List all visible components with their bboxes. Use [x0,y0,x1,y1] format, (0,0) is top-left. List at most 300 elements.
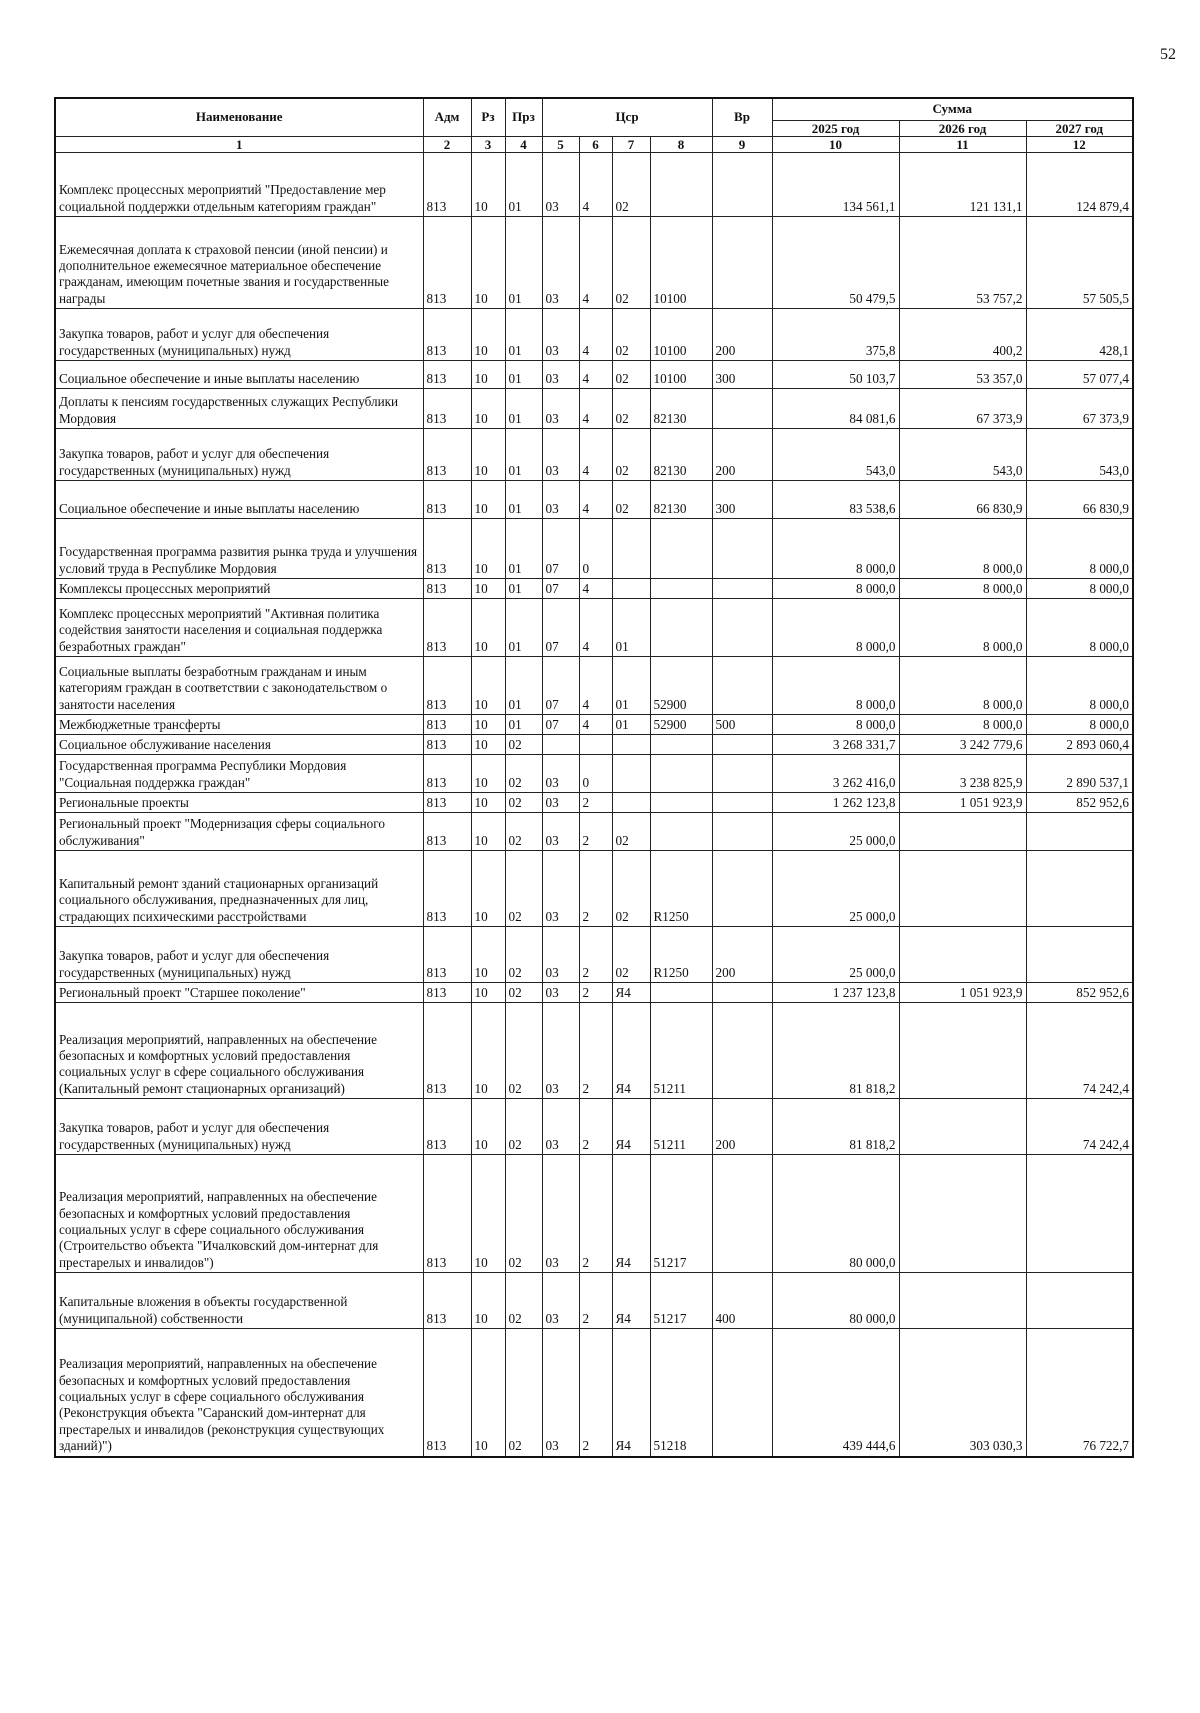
col-header-vr: Вр [712,98,772,137]
row-csr-project-cell: 01 [612,599,650,657]
row-sum-2027-cell: 57 077,4 [1026,361,1133,389]
row-csr-project-cell: Я4 [612,1099,650,1155]
row-rz-cell: 10 [471,715,505,735]
col-header-2026: 2026 год [899,121,1026,137]
row-csr-program-cell: 03 [542,813,579,851]
row-adm-cell: 813 [423,309,471,361]
col-number: 11 [899,137,1026,153]
row-rz-cell: 10 [471,481,505,519]
page-number: 52 [1160,46,1176,63]
col-number: 9 [712,137,772,153]
row-vr-cell [712,389,772,429]
table-row [55,813,1133,851]
row-csr-direction-cell: R1250 [650,927,712,983]
col-header-csr: Цср [542,98,712,137]
row-csr-type-cell: 4 [579,153,612,217]
row-vr-cell [712,599,772,657]
row-csr-project-cell: 02 [612,153,650,217]
row-vr-cell: 200 [712,1099,772,1155]
row-sum-2025-cell: 50 479,5 [772,217,899,309]
row-vr-cell [712,657,772,715]
row-adm-cell: 813 [423,657,471,715]
row-sum-2027-cell: 74 242,4 [1026,1099,1133,1155]
row-prz-cell: 01 [505,217,542,309]
row-csr-program-cell: 03 [542,755,579,793]
row-sum-2026-cell: 121 131,1 [899,153,1026,217]
row-rz-cell: 10 [471,429,505,481]
row-csr-project-cell [612,579,650,599]
table-row [55,1273,1133,1329]
row-sum-2027-cell: 57 505,5 [1026,217,1133,309]
row-vr-cell: 200 [712,429,772,481]
row-csr-type-cell: 4 [579,481,612,519]
row-csr-type-cell: 2 [579,1329,612,1457]
row-csr-program-cell: 03 [542,1329,579,1457]
row-prz-cell: 01 [505,519,542,579]
row-prz-cell: 01 [505,429,542,481]
row-sum-2026-cell: 53 757,2 [899,217,1026,309]
row-rz-cell: 10 [471,813,505,851]
row-sum-2027-cell [1026,927,1133,983]
row-rz-cell: 10 [471,1003,505,1099]
row-csr-direction-cell [650,579,712,599]
row-sum-2027-cell: 8 000,0 [1026,657,1133,715]
row-adm-cell: 813 [423,1155,471,1273]
row-vr-cell [712,579,772,599]
row-sum-2025-cell: 25 000,0 [772,927,899,983]
row-csr-project-cell: Я4 [612,983,650,1003]
row-name-cell: Региональные проекты [55,793,423,813]
row-adm-cell: 813 [423,599,471,657]
row-vr-cell: 400 [712,1273,772,1329]
table-row [55,735,1133,755]
row-csr-program-cell: 07 [542,657,579,715]
row-vr-cell: 300 [712,361,772,389]
row-sum-2027-cell: 8 000,0 [1026,715,1133,735]
row-csr-direction-cell: 51217 [650,1273,712,1329]
row-adm-cell: 813 [423,1003,471,1099]
row-csr-project-cell: 02 [612,389,650,429]
table-row [55,429,1133,481]
row-sum-2026-cell: 66 830,9 [899,481,1026,519]
row-csr-program-cell: 03 [542,927,579,983]
row-name-cell: Ежемесячная доплата к страховой пенсии (иной пенсии) и дополнительное ежемесячное материальное обеспечение гражданам, имеющим почетные звания и государственные награды [55,217,423,309]
row-name-cell: Закупка товаров, работ и услуг для обеспечения государственных (муниципальных) нужд [55,1099,423,1155]
row-sum-2027-cell: 852 952,6 [1026,983,1133,1003]
row-adm-cell: 813 [423,983,471,1003]
row-csr-program-cell: 03 [542,429,579,481]
row-name-cell: Реализация мероприятий, направленных на обеспечение безопасных и комфортных условий предоставления социальных услуг в сфере социального обслуживания (Реконструкция объекта "Саранский дом-интернат для престарелых и инвалидов (реконструкция существующих зданий)") [55,1329,423,1457]
row-csr-program-cell: 03 [542,481,579,519]
row-adm-cell: 813 [423,755,471,793]
row-sum-2027-cell: 8 000,0 [1026,579,1133,599]
row-csr-type-cell: 4 [579,657,612,715]
table-row [55,657,1133,715]
row-adm-cell: 813 [423,389,471,429]
row-vr-cell [712,813,772,851]
row-prz-cell: 02 [505,755,542,793]
row-rz-cell: 10 [471,579,505,599]
row-csr-direction-cell: R1250 [650,851,712,927]
row-prz-cell: 01 [505,309,542,361]
row-rz-cell: 10 [471,851,505,927]
row-rz-cell: 10 [471,153,505,217]
row-vr-cell [712,217,772,309]
row-csr-program-cell: 07 [542,519,579,579]
row-sum-2027-cell: 2 893 060,4 [1026,735,1133,755]
row-prz-cell: 02 [505,1003,542,1099]
row-adm-cell: 813 [423,1329,471,1457]
row-vr-cell [712,983,772,1003]
col-number: 4 [505,137,542,153]
row-rz-cell: 10 [471,309,505,361]
table-row [55,481,1133,519]
row-sum-2026-cell: 8 000,0 [899,519,1026,579]
row-rz-cell: 10 [471,389,505,429]
row-rz-cell: 10 [471,361,505,389]
row-adm-cell: 813 [423,735,471,755]
row-prz-cell: 02 [505,927,542,983]
row-adm-cell: 813 [423,217,471,309]
row-prz-cell: 01 [505,361,542,389]
col-header-rz: Рз [471,98,505,137]
row-prz-cell: 02 [505,793,542,813]
col-header-adm: Адм [423,98,471,137]
row-csr-project-cell: 01 [612,657,650,715]
row-sum-2027-cell: 66 830,9 [1026,481,1133,519]
row-csr-type-cell: 4 [579,361,612,389]
row-csr-project-cell [612,735,650,755]
row-prz-cell: 01 [505,153,542,217]
row-prz-cell: 02 [505,983,542,1003]
row-sum-2026-cell [899,1273,1026,1329]
row-csr-program-cell: 07 [542,599,579,657]
row-csr-direction-cell: 10100 [650,309,712,361]
row-csr-direction-cell: 10100 [650,361,712,389]
row-vr-cell [712,735,772,755]
col-header-name: Наименование [55,98,423,137]
row-sum-2025-cell: 84 081,6 [772,389,899,429]
row-csr-type-cell: 2 [579,793,612,813]
row-csr-direction-cell [650,983,712,1003]
row-csr-project-cell: 02 [612,309,650,361]
row-name-cell: Комплексы процессных мероприятий [55,579,423,599]
row-prz-cell: 02 [505,851,542,927]
row-rz-cell: 10 [471,927,505,983]
row-sum-2026-cell: 543,0 [899,429,1026,481]
row-csr-project-cell: 02 [612,429,650,481]
row-sum-2026-cell: 1 051 923,9 [899,793,1026,813]
row-sum-2026-cell: 1 051 923,9 [899,983,1026,1003]
col-header-sum: Сумма [772,98,1133,121]
row-sum-2027-cell: 8 000,0 [1026,519,1133,579]
row-csr-project-cell: Я4 [612,1329,650,1457]
table-row [55,1003,1133,1099]
row-name-cell: Региональный проект "Модернизация сферы социального обслуживания" [55,813,423,851]
table-row [55,217,1133,309]
row-prz-cell: 01 [505,715,542,735]
row-adm-cell: 813 [423,579,471,599]
table-row [55,1099,1133,1155]
row-sum-2025-cell: 8 000,0 [772,519,899,579]
row-sum-2027-cell: 124 879,4 [1026,153,1133,217]
row-csr-project-cell: 02 [612,813,650,851]
row-sum-2025-cell: 8 000,0 [772,579,899,599]
row-csr-type-cell: 4 [579,389,612,429]
row-name-cell: Комплекс процессных мероприятий "Предоставление мер социальной поддержки отдельным категориям граждан" [55,153,423,217]
col-number: 6 [579,137,612,153]
row-sum-2025-cell: 3 262 416,0 [772,755,899,793]
row-sum-2027-cell [1026,1155,1133,1273]
table-row [55,599,1133,657]
row-csr-type-cell: 2 [579,813,612,851]
row-vr-cell: 200 [712,927,772,983]
row-rz-cell: 10 [471,1273,505,1329]
row-vr-cell [712,851,772,927]
row-csr-direction-cell: 51217 [650,1155,712,1273]
row-rz-cell: 10 [471,983,505,1003]
row-sum-2027-cell: 852 952,6 [1026,793,1133,813]
row-csr-direction-cell [650,153,712,217]
row-rz-cell: 10 [471,1099,505,1155]
row-name-cell: Государственная программа развития рынка труда и улучшения условий труда в Республике Мордовия [55,519,423,579]
row-adm-cell: 813 [423,793,471,813]
row-rz-cell: 10 [471,735,505,755]
row-adm-cell: 813 [423,1273,471,1329]
row-adm-cell: 813 [423,813,471,851]
row-sum-2027-cell: 67 373,9 [1026,389,1133,429]
table-row [55,519,1133,579]
row-adm-cell: 813 [423,715,471,735]
table-row [55,927,1133,983]
col-number: 7 [612,137,650,153]
row-csr-type-cell: 2 [579,851,612,927]
row-sum-2027-cell: 2 890 537,1 [1026,755,1133,793]
row-csr-program-cell: 03 [542,153,579,217]
row-sum-2026-cell: 303 030,3 [899,1329,1026,1457]
row-sum-2026-cell [899,927,1026,983]
row-sum-2026-cell [899,1155,1026,1273]
row-sum-2026-cell: 8 000,0 [899,579,1026,599]
row-vr-cell [712,153,772,217]
row-csr-project-cell [612,793,650,813]
row-sum-2025-cell: 3 268 331,7 [772,735,899,755]
row-sum-2025-cell: 25 000,0 [772,813,899,851]
row-csr-direction-cell: 82130 [650,429,712,481]
row-name-cell: Доплаты к пенсиям государственных служащих Республики Мордовия [55,389,423,429]
row-csr-program-cell: 03 [542,1003,579,1099]
row-sum-2025-cell: 80 000,0 [772,1155,899,1273]
row-sum-2026-cell: 8 000,0 [899,715,1026,735]
row-sum-2027-cell: 74 242,4 [1026,1003,1133,1099]
table-header [55,98,1133,153]
row-csr-program-cell: 03 [542,1155,579,1273]
row-prz-cell: 01 [505,481,542,519]
row-csr-program-cell: 03 [542,309,579,361]
row-adm-cell: 813 [423,519,471,579]
row-name-cell: Закупка товаров, работ и услуг для обеспечения государственных (муниципальных) нужд [55,429,423,481]
row-csr-type-cell: 0 [579,519,612,579]
row-prz-cell: 01 [505,599,542,657]
col-header-prz: Прз [505,98,542,137]
table-row [55,1329,1133,1457]
row-name-cell: Закупка товаров, работ и услуг для обеспечения государственных (муниципальных) нужд [55,309,423,361]
col-number: 8 [650,137,712,153]
row-csr-direction-cell [650,755,712,793]
row-sum-2026-cell: 8 000,0 [899,657,1026,715]
row-sum-2025-cell: 439 444,6 [772,1329,899,1457]
row-csr-project-cell: Я4 [612,1273,650,1329]
row-csr-direction-cell: 52900 [650,657,712,715]
row-rz-cell: 10 [471,1155,505,1273]
row-csr-direction-cell: 51211 [650,1099,712,1155]
row-csr-program-cell: 03 [542,217,579,309]
row-csr-direction-cell: 51211 [650,1003,712,1099]
row-csr-direction-cell [650,599,712,657]
row-sum-2027-cell [1026,1273,1133,1329]
row-sum-2026-cell: 400,2 [899,309,1026,361]
row-csr-project-cell: 02 [612,217,650,309]
row-csr-type-cell: 2 [579,927,612,983]
row-csr-program-cell: 03 [542,361,579,389]
table-row [55,309,1133,361]
row-adm-cell: 813 [423,851,471,927]
row-prz-cell: 02 [505,1329,542,1457]
row-rz-cell: 10 [471,793,505,813]
row-name-cell: Межбюджетные трансферты [55,715,423,735]
row-prz-cell: 01 [505,579,542,599]
row-csr-direction-cell [650,813,712,851]
row-csr-program-cell: 03 [542,983,579,1003]
row-csr-program-cell: 07 [542,579,579,599]
row-csr-direction-cell: 10100 [650,217,712,309]
row-rz-cell: 10 [471,519,505,579]
row-name-cell: Социальное обеспечение и иные выплаты населению [55,361,423,389]
row-csr-direction-cell: 52900 [650,715,712,735]
row-sum-2027-cell: 428,1 [1026,309,1133,361]
row-sum-2025-cell: 1 262 123,8 [772,793,899,813]
row-sum-2025-cell: 8 000,0 [772,599,899,657]
row-csr-direction-cell: 51218 [650,1329,712,1457]
row-csr-direction-cell [650,519,712,579]
row-name-cell: Региональный проект "Старшее поколение" [55,983,423,1003]
row-rz-cell: 10 [471,657,505,715]
row-csr-project-cell [612,755,650,793]
column-number-row [55,137,1133,153]
row-sum-2025-cell: 134 561,1 [772,153,899,217]
col-number: 1 [55,137,423,153]
row-csr-program-cell: 03 [542,793,579,813]
table-row [55,153,1133,217]
row-prz-cell: 02 [505,1155,542,1273]
row-csr-program-cell: 03 [542,1099,579,1155]
row-vr-cell [712,1155,772,1273]
table-row [55,389,1133,429]
row-csr-project-cell [612,519,650,579]
row-rz-cell: 10 [471,599,505,657]
row-adm-cell: 813 [423,153,471,217]
row-prz-cell: 02 [505,813,542,851]
row-csr-type-cell: 4 [579,309,612,361]
row-prz-cell: 02 [505,1273,542,1329]
row-name-cell: Государственная программа Республики Мордовия "Социальная поддержка граждан" [55,755,423,793]
row-sum-2026-cell [899,851,1026,927]
row-vr-cell [712,793,772,813]
row-csr-type-cell: 2 [579,1099,612,1155]
col-header-2025: 2025 год [772,121,899,137]
row-csr-project-cell: 01 [612,715,650,735]
row-name-cell: Социальное обеспечение и иные выплаты населению [55,481,423,519]
row-sum-2026-cell [899,813,1026,851]
row-sum-2025-cell: 8 000,0 [772,657,899,715]
row-csr-direction-cell: 82130 [650,389,712,429]
row-vr-cell [712,755,772,793]
col-number: 2 [423,137,471,153]
row-csr-type-cell: 0 [579,755,612,793]
row-adm-cell: 813 [423,1099,471,1155]
row-sum-2025-cell: 81 818,2 [772,1099,899,1155]
col-number: 5 [542,137,579,153]
row-csr-type-cell: 2 [579,1155,612,1273]
row-sum-2026-cell [899,1099,1026,1155]
row-sum-2026-cell: 8 000,0 [899,599,1026,657]
budget-table [54,97,1134,1458]
row-rz-cell: 10 [471,755,505,793]
row-sum-2026-cell: 3 238 825,9 [899,755,1026,793]
row-csr-project-cell: Я4 [612,1155,650,1273]
col-number: 12 [1026,137,1133,153]
row-csr-type-cell: 4 [579,217,612,309]
row-sum-2027-cell: 543,0 [1026,429,1133,481]
row-sum-2026-cell [899,1003,1026,1099]
row-prz-cell: 02 [505,1099,542,1155]
row-rz-cell: 10 [471,1329,505,1457]
row-adm-cell: 813 [423,927,471,983]
row-sum-2025-cell: 25 000,0 [772,851,899,927]
row-name-cell: Капитальный ремонт зданий стационарных организаций социального обслуживания, предназначенных для лиц, страдающих психическими расстройствами [55,851,423,927]
row-adm-cell: 813 [423,481,471,519]
row-sum-2027-cell [1026,851,1133,927]
table-row [55,851,1133,927]
row-csr-project-cell: Я4 [612,1003,650,1099]
row-csr-type-cell: 2 [579,1273,612,1329]
row-csr-type-cell [579,735,612,755]
row-vr-cell [712,1329,772,1457]
row-sum-2027-cell: 8 000,0 [1026,599,1133,657]
row-csr-project-cell: 02 [612,927,650,983]
row-prz-cell: 01 [505,657,542,715]
row-csr-type-cell: 4 [579,579,612,599]
row-csr-type-cell: 2 [579,983,612,1003]
row-csr-program-cell [542,735,579,755]
row-csr-program-cell: 07 [542,715,579,735]
row-sum-2025-cell: 83 538,6 [772,481,899,519]
row-csr-type-cell: 4 [579,715,612,735]
row-adm-cell: 813 [423,429,471,481]
row-name-cell: Социальные выплаты безработным гражданам и иным категориям граждан в соответствии с законодательством о занятости населения [55,657,423,715]
row-csr-program-cell: 03 [542,1273,579,1329]
row-sum-2026-cell: 67 373,9 [899,389,1026,429]
row-sum-2025-cell: 80 000,0 [772,1273,899,1329]
row-sum-2025-cell: 50 103,7 [772,361,899,389]
row-csr-project-cell: 02 [612,361,650,389]
row-sum-2026-cell: 53 357,0 [899,361,1026,389]
table-row [55,579,1133,599]
row-name-cell: Социальное обслуживание населения [55,735,423,755]
row-csr-program-cell: 03 [542,389,579,429]
row-sum-2025-cell: 81 818,2 [772,1003,899,1099]
row-name-cell: Капитальные вложения в объекты государственной (муниципальной) собственности [55,1273,423,1329]
